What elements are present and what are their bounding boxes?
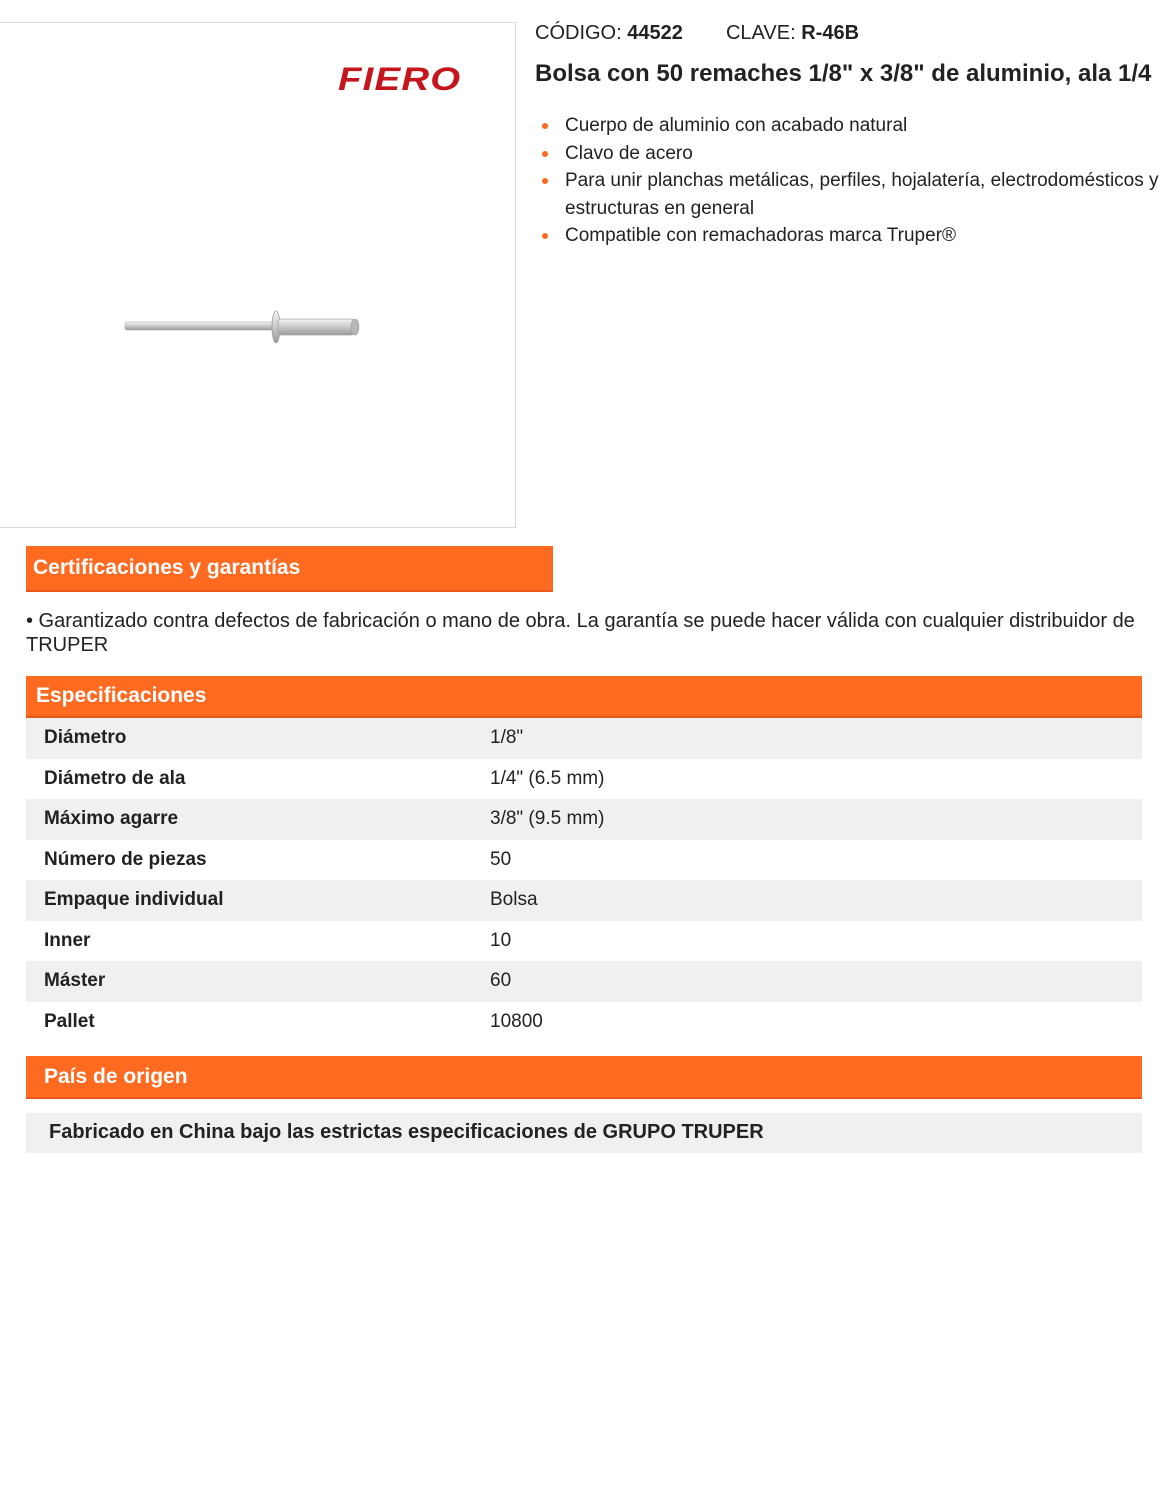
spec-value: 1/4" (6.5 mm) (490, 767, 605, 789)
spec-label: Pallet (44, 1010, 95, 1032)
spec-value: 1/8" (490, 718, 1142, 759)
spec-label: Inner (44, 929, 91, 951)
feature-item: Para unir planchas metálicas, perfiles, hojalatería, electrodomésticos y estructuras en general (540, 167, 1165, 222)
spec-label: Número de piezas (44, 848, 207, 870)
spec-value: 10 (490, 929, 512, 951)
table-row (26, 799, 1142, 840)
spec-value: Bolsa (490, 880, 1142, 921)
codigo-label: CÓDIGO: (535, 22, 622, 44)
feature-item: Compatible con remachadoras marca Truper® (540, 222, 1165, 250)
table-row (26, 961, 1142, 1002)
feature-item: Clavo de acero (540, 140, 1165, 168)
warranty-text: • Garantizado contra defectos de fabricación o mano de obra. La garantía se puede hacer válida con cualquier distribuidor de TRUPER (26, 610, 1135, 656)
table-row (26, 718, 1142, 759)
codigo-value: 44522 (627, 22, 683, 44)
origin-text: Fabricado en China bajo las estrictas especificaciones de GRUPO TRUPER (26, 1113, 1142, 1153)
spec-label: Diámetro (26, 718, 490, 759)
feature-item: Cuerpo de aluminio con acabado natural (540, 112, 1165, 140)
specifications-table (26, 718, 1142, 1042)
certifications-header: Certificaciones y garantías (26, 546, 553, 592)
spec-value: 3/8" (9.5 mm) (490, 799, 1142, 840)
spec-value: 50 (490, 848, 512, 870)
product-meta (535, 22, 859, 45)
brand-logo: FIERO (338, 61, 462, 97)
spec-label: Empaque individual (26, 880, 490, 921)
spec-value: 10800 (490, 1010, 543, 1032)
table-row (26, 880, 1142, 921)
clave-label: CLAVE: (725, 22, 796, 44)
table-row (26, 840, 1142, 881)
table-row (26, 759, 1142, 800)
spec-label: Máster (26, 961, 490, 1002)
spec-label: Diámetro de ala (44, 767, 186, 789)
spec-label: Máximo agarre (26, 799, 490, 840)
product-image-frame (0, 22, 516, 528)
feature-list (540, 112, 1165, 250)
origin-header: País de origen (26, 1056, 1142, 1099)
specifications-header: Especificaciones (26, 676, 1142, 718)
rivet-icon (122, 307, 362, 347)
spec-value: 60 (490, 961, 1142, 1002)
product-title: Bolsa con 50 remaches 1/8" x 3/8" de aluminio, ala 1/4 (535, 60, 1152, 87)
table-row (26, 1002, 1142, 1043)
clave-value: R-46B (801, 22, 860, 44)
table-row (26, 921, 1142, 962)
